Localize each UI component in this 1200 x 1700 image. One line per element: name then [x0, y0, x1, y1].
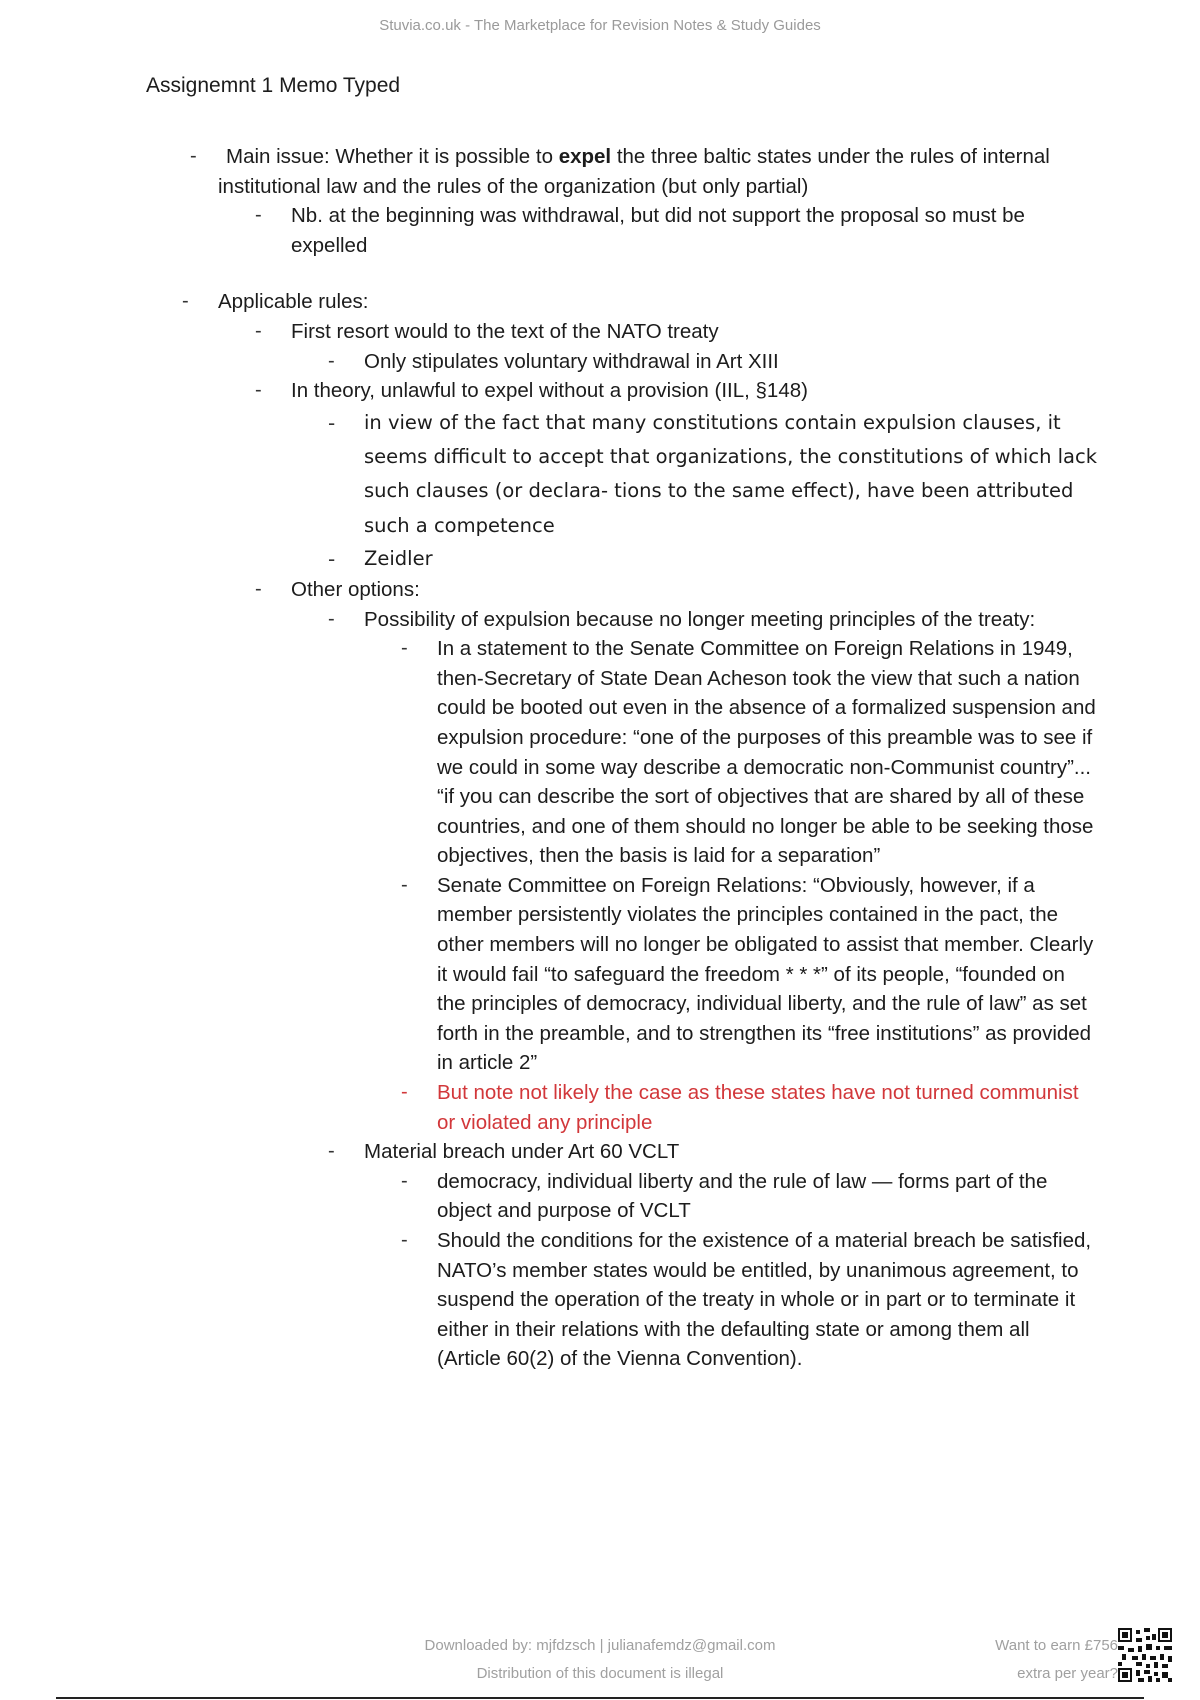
withdrawal-note: - Nb. at the beginning was withdrawal, but did not support the proposal so must be expelled: [291, 201, 1091, 260]
material-breach-item: - Material breach under Art 60 VCLT: [364, 1137, 1098, 1167]
qr-code-icon[interactable]: [1118, 1628, 1172, 1682]
zeidler-item: - Zeidler: [364, 543, 1098, 575]
document-title: Assignemnt 1 Memo Typed: [146, 74, 401, 97]
page-bottom-divider: [56, 1697, 1144, 1699]
site-header: Stuvia.co.uk - The Marketplace for Revision Notes & Study Guides: [379, 17, 821, 34]
main-issue-item: [218, 142, 1068, 201]
document-body: [0, 142, 1200, 1374]
theory-item: - In theory, unlawful to expel without a provision (IIL, §148): [291, 376, 1091, 406]
principles-item: - Possibility of expulsion because no longer meeting principles of the treaty:: [364, 605, 1098, 635]
main-issue-suffix: the three baltic states under the rules of internal institutional law and the rules of the organization (but only partial): [218, 145, 1050, 198]
breach-point-2: - Should the conditions for the existence of a material breach be satisfied, NATO’s member states would be entitled, by unanimous agreement, to suspend the operation of the treaty in whole or in part or to terminate it either in their relations with the defaulting state or among them all (Article 60(2) of the Vienna Convention).: [437, 1226, 1097, 1374]
first-resort-item: - First resort would to the text of the NATO treaty: [291, 317, 1091, 347]
main-issue-emphasis: expel: [558, 145, 612, 168]
applicable-rules-heading: - Applicable rules:: [218, 287, 1068, 317]
distribution-notice: Distribution of this document is illegal: [476, 1665, 724, 1682]
earn-line-2: extra per year?: [1017, 1665, 1118, 1682]
main-issue-prefix: Main issue: Whether it is possible to: [226, 145, 559, 168]
breach-point-1: - democracy, individual liberty and the rule of law — forms part of the object and purpose of VCLT: [437, 1167, 1097, 1226]
earn-line-1: Want to earn £756: [995, 1637, 1118, 1654]
acheson-statement-item: - In a statement to the Senate Committee on Foreign Relations in 1949, then-Secretary of State Dean Acheson took the view that such a nation could be booted out even in the absence of a formalized suspension and expulsion procedure: “one of the purposes of this preamble was to see if we could in some way describe a democratic non-Communist country”... “if you can describe the sort of objectives that are shared by all of these countries, and one of them should no longer be able to be seeking those objectives, then the basis is laid for a separation”: [437, 634, 1097, 871]
theory-quote-item: - in view of the fact that many constitutions contain expulsion clauses, it seems difficult to accept that organizations, the constitutions of which lack such clauses (or declara- tions to the same effect), have been attributed such a competence: [364, 406, 1098, 543]
other-options-item: - Other options:: [291, 575, 1091, 605]
voluntary-withdrawal-item: - Only stipulates voluntary withdrawal in Art XIII: [364, 347, 1098, 377]
red-note-item: - But note not likely the case as these states have not turned communist or violated any principle: [437, 1078, 1097, 1137]
senate-committee-item: - Senate Committee on Foreign Relations: “Obviously, however, if a member persistently violates the principles contained in the pact, the other members will no longer be obligated to assist that member. Clearly it would fail “to safeguard the freedom * * *” of its people, “founded on the principles of democracy, individual liberty, and the rule of law” as set forth in the preamble, and to strengthen its “free institutions” as provided in article 2”: [437, 871, 1097, 1078]
earn-promo[interactable]: [995, 1632, 1118, 1688]
downloaded-by-text: Downloaded by: mjfdzsch | julianafemdz@gmail.com: [424, 1637, 776, 1654]
